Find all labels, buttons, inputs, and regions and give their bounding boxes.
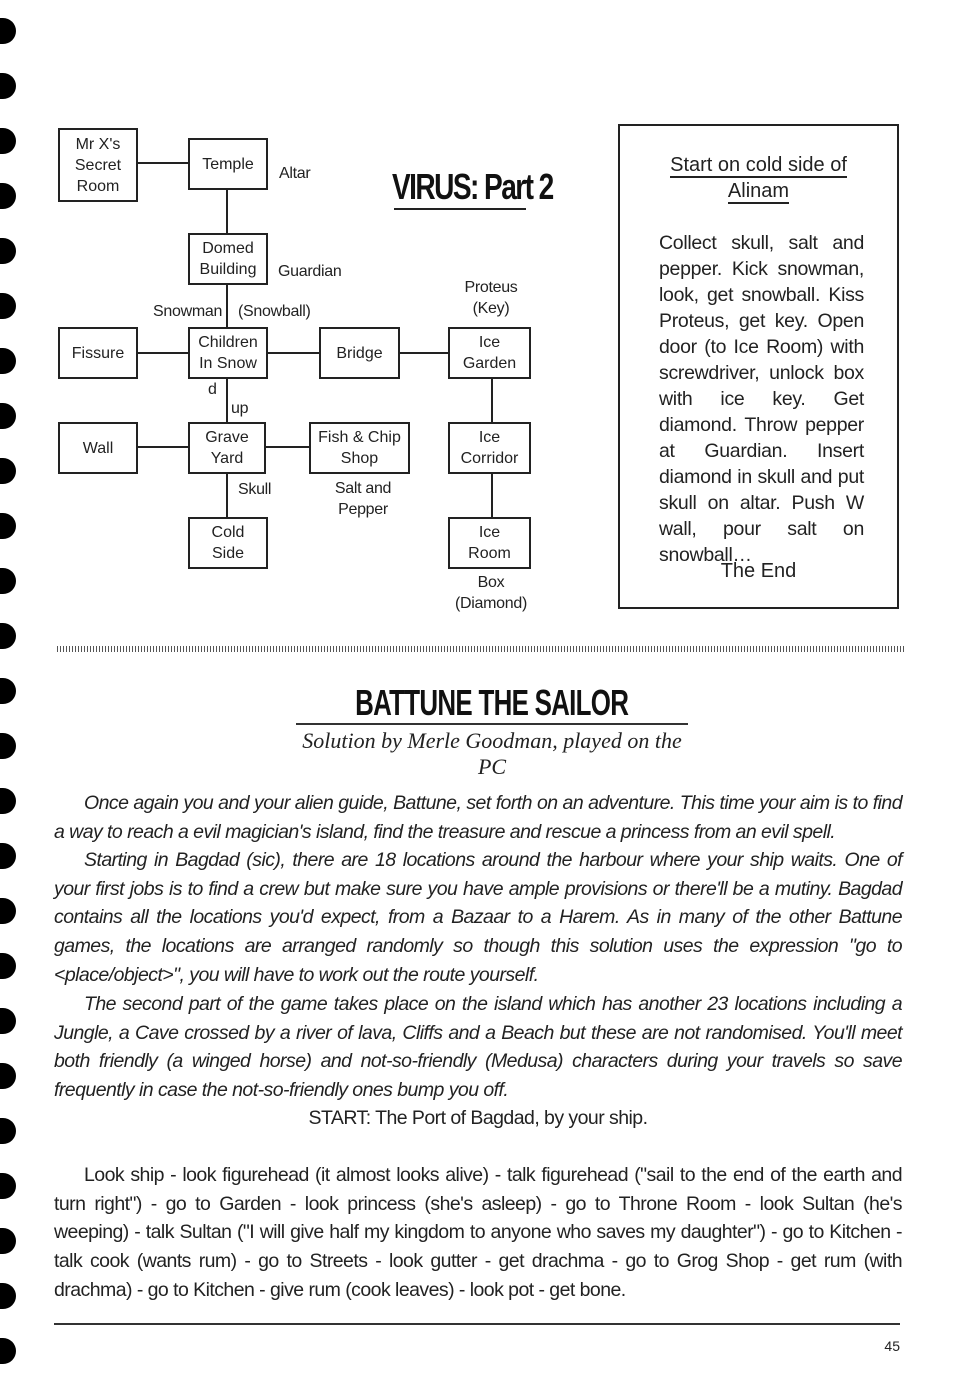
virus-solution-end: The End <box>720 560 797 582</box>
binder-hole <box>0 183 16 209</box>
binder-hole <box>0 348 16 374</box>
map-connector <box>264 446 310 448</box>
battune-title-text: BATTUNE THE SAILOR <box>355 682 629 723</box>
binder-hole <box>0 293 16 319</box>
virus-solution-text: Collect skull, salt and pepper. Kick snowman, look, get snowball. Kiss Proteus, get key. Open door (to Ice Room) with screwdriver, unlock box with ice key. Get diamond. Throw pepper at Guardian. Insert diamond in skull and put skull on altar. Push W wall, pour salt on snowball… <box>659 232 864 566</box>
binder-hole <box>0 843 16 869</box>
battune-start-line: START: The Port of Bagdad, by your ship. <box>308 1107 648 1129</box>
binder-hole <box>0 18 16 44</box>
room-ice-corridor: Ice Corridor <box>448 422 531 474</box>
room-bridge: Bridge <box>319 327 400 379</box>
binder-hole <box>0 1173 16 1199</box>
virus-solution-title-line1: Start on cold side of <box>670 154 847 176</box>
binder-hole <box>0 1118 16 1144</box>
binder-hole <box>0 623 16 649</box>
footer-rule <box>54 1323 900 1325</box>
room-cold-side: Cold Side <box>188 517 268 569</box>
binder-hole <box>0 568 16 594</box>
map-connector <box>136 446 190 448</box>
page-number: 45 <box>884 1338 900 1354</box>
map-connector <box>491 472 493 518</box>
virus-title-underline <box>394 208 526 210</box>
room-fish-chip-shop: Fish & Chip Shop <box>309 422 410 474</box>
label-guardian: Guardian <box>278 263 342 280</box>
binder-hole <box>0 238 16 264</box>
map-connector <box>491 378 493 424</box>
binder-hole <box>0 513 16 539</box>
binder-hole <box>0 458 16 484</box>
room-temple: Temple <box>188 138 268 190</box>
binder-hole <box>0 403 16 429</box>
binder-hole <box>0 788 16 814</box>
binder-hole <box>0 1008 16 1034</box>
map-connector <box>226 189 228 233</box>
map-connector <box>398 352 450 354</box>
map-connector <box>226 283 228 329</box>
label-down: d <box>208 381 217 398</box>
room-grave-yard: Grave Yard <box>188 422 266 474</box>
label-box-diamond: Box (Diamond) <box>455 574 527 612</box>
binder-hole <box>0 1338 16 1364</box>
virus-solution-title <box>618 152 899 204</box>
label-snowball: (Snowball) <box>238 303 311 320</box>
room-fissure: Fissure <box>58 327 138 379</box>
battune-island-paragraph: The second part of the game takes place on the island which has another 23 locations including a Jungle, a Cave crossed by a river of lava, Cliffs and a Beach but these are not randomised. You'll meet both friendly (a winged horse) and not-so-friendly (Medusa) characters during your travels so save frequently in case the not-so-friendly ones bump you off. <box>54 993 902 1102</box>
label-skull: Skull <box>238 481 272 498</box>
map-connector <box>226 378 228 424</box>
battune-subtitle: Solution by Merle Goodman, played on the PC <box>302 728 682 779</box>
battune-intro-paragraph: Once again you and your alien guide, Battune, set forth on an adventure. This time your aim is to find a way to reach a evil magician's island, find the treasure and rescue a princess from an evil spell. <box>54 792 902 843</box>
room-ice-garden: Ice Garden <box>448 327 531 379</box>
binder-hole <box>0 128 16 154</box>
battune-title <box>296 682 688 724</box>
label-salt-pepper: Salt and Pepper <box>334 480 392 518</box>
room-mrx-secret-room: Mr X's Secret Room <box>58 128 138 202</box>
map-connector <box>136 352 190 354</box>
binder-hole <box>0 1283 16 1309</box>
binder-hole <box>0 898 16 924</box>
virus-solution-title-line2: Alinam <box>727 180 790 202</box>
binder-hole <box>0 733 16 759</box>
room-wall: Wall <box>58 422 138 474</box>
room-domed-building: Domed Building <box>188 233 268 285</box>
binder-hole <box>0 678 16 704</box>
room-children-in-snow: Children In Snow <box>188 327 268 379</box>
section-divider <box>57 646 905 652</box>
map-connector <box>136 162 190 164</box>
label-up: up <box>231 400 249 417</box>
map-connector <box>266 352 320 354</box>
battune-bagdad-paragraph: Starting in Bagdad (sic), there are 18 locations around the harbour where your ship waits. One of your first jobs is to find a crew but make sure you have ample provisions or there'll be a mutiny. Bagdad contains all the locations you'd expect, from a Bazaar to a Harem. As in many of the other Battune games, the locations are arranged randomly so though this solution uses the expression "go to <place/object>", you will have to work out the route yourself. <box>54 849 902 986</box>
binder-hole <box>0 1063 16 1089</box>
binder-hole <box>0 73 16 99</box>
virus-title: VIRUS: Part 2 <box>392 166 553 207</box>
label-altar: Altar <box>279 165 311 182</box>
binder-hole <box>0 1228 16 1254</box>
label-proteus-key: Proteus (Key) <box>464 279 518 317</box>
room-ice-room: Ice Room <box>448 517 531 569</box>
battune-walkthrough: Look ship - look figurehead (it almost looks alive) - talk figurehead ("sail to the end of the earth and turn right") - go to Garden - look princess (she's asleep) - go to Throne Room - look Sultan (he's weeping) - talk Sultan ("I will give half my kingdom to anyone who saves my daughter") - go to Kitchen - talk cook (wants rum) - go to Streets - look gutter - get drachma - go to Grog Shop - get rum (with drachma) - go to Kitchen - give rum (cook leaves) - look pot - get bone. <box>54 1164 902 1301</box>
battune-title-rule <box>296 723 688 725</box>
map-connector <box>226 472 228 518</box>
label-snowman: Snowman <box>153 303 223 320</box>
binder-hole <box>0 953 16 979</box>
